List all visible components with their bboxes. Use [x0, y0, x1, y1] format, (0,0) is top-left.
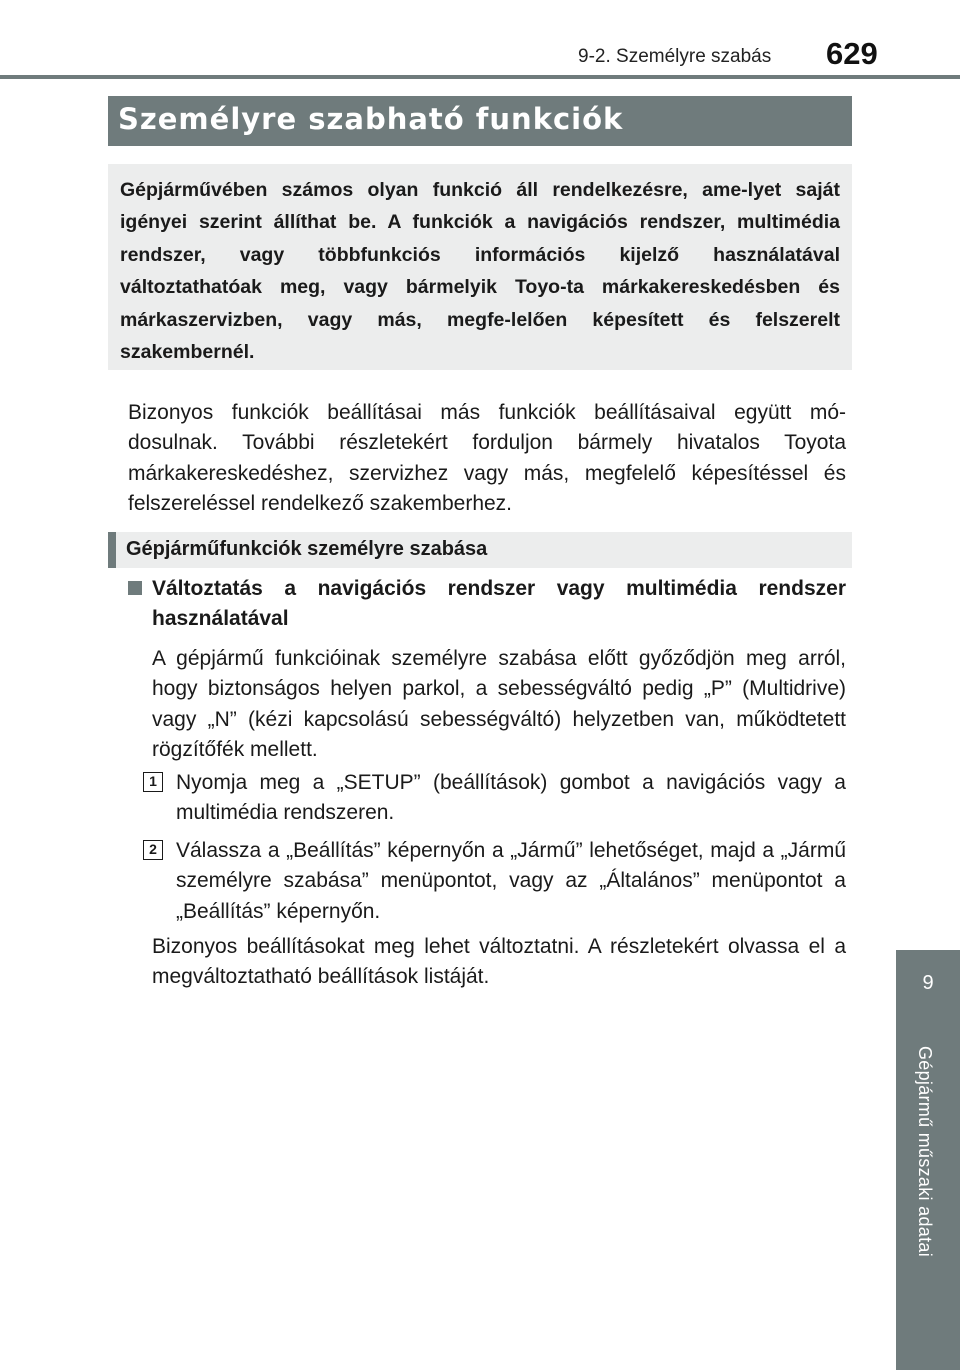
- bullet-heading: Változtatás a navigációs rendszer vagy multimédia rendszer használatával: [152, 577, 846, 631]
- chapter-tab: [896, 950, 960, 1370]
- step-number-1: 1: [143, 772, 163, 792]
- step-number-2: 2: [143, 840, 163, 860]
- subsection-bar: [108, 532, 852, 568]
- subsection-title: Gépjárműfunkciók személyre szabása: [126, 538, 488, 560]
- intro-box: [108, 164, 852, 370]
- bullet-text: A gépjármű funkcióinak személyre szabása előtt győződjön meg arról, hogy biztonságos helyen parkol, a sebességváltó pedig „P” (Multidrive) vagy „N” (kézi kapcsolású sebességváltó) helyzetben van, működtetett rögzítőfék mellett.: [152, 647, 846, 762]
- header-divider: [0, 75, 960, 79]
- bullet-square-icon: [128, 581, 142, 595]
- chapter-number: 9: [922, 972, 934, 994]
- subsection-accent: [108, 532, 116, 568]
- page-title-bar: [108, 96, 852, 146]
- step-text-2: Válassza a „Beállítás” képernyőn a „Jármű” lehetőséget, majd a „Jármű személyre szabása” menüpontot, vagy az „Általános” menüpontot a „Beállítás” képernyőn.: [176, 839, 846, 923]
- step-text-1: Nyomja meg a „SETUP” (beállítások) gombot a navigációs vagy a multimédia rendszeren.: [176, 771, 846, 825]
- intro-text: Gépjárművében számos olyan funkció áll rendelkezésre, ame-lyet saját igényei szerint állíthat be. A funkciók a navigációs rendszer, multimédia rendszer, vagy többfunkciós információs kijelző használatával változtathatóak meg, vagy bármelyik Toyo-ta márkakereskedésben és márkaszervizben, vagy más, megfe-lelően képesített és felszerelt szakembernél.: [120, 179, 840, 364]
- chapter-title: Gépjármű műszaki adatai: [915, 1046, 935, 1257]
- section-label: 9-2. Személyre szabás: [578, 46, 772, 67]
- page-title: Személyre szabható funkciók: [118, 102, 624, 136]
- page-number: 629: [826, 36, 878, 71]
- closing-text: Bizonyos beállításokat meg lehet változtatni. A részletekért olvassa el a megváltoztatható beállítások listáját.: [152, 935, 846, 989]
- paragraph-1: Bizonyos funkciók beállításai más funkciók beállításaival együtt mó-dosulnak. További részletekért forduljon bármely hivatalos Toyota márkakereskedéshez, szervizhez vagy más, megfelelő képesítéssel és felszereléssel rendelkező szakemberhez.: [128, 401, 846, 516]
